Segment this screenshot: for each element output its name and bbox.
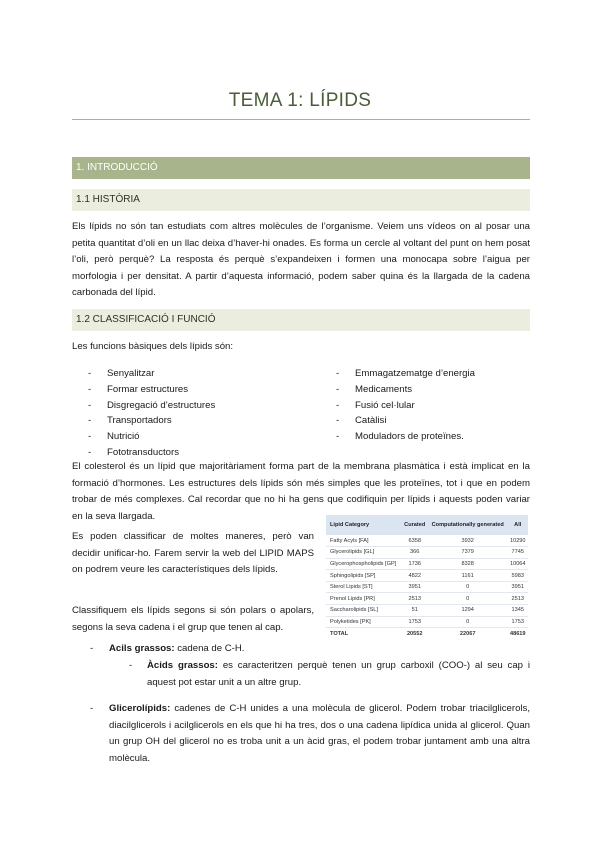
list-item: - Medicaments xyxy=(320,382,530,398)
table-cell: 1753 xyxy=(508,616,529,628)
table-header: Computationally generated xyxy=(428,515,508,535)
subsection-heading-classificacio: 1.2 CLASSIFICACIÓ I FUNCIÓ xyxy=(72,309,530,331)
list-item: - Catàlisi xyxy=(320,413,530,429)
term: Àcids grassos: xyxy=(147,660,218,671)
functions-list-right xyxy=(320,366,530,445)
list-item: - Fototransductors xyxy=(72,445,312,461)
subsection-heading-historia: 1.1 HISTÒRIA xyxy=(72,189,530,211)
colesterol-paragraph: El colesterol és un lípid que majoritàriament forma part de la membrana plasmàtica i està implicat en la formació d’hormones. Les estructures dels lípids són més simples que les proteïnes, tot i que en podem trobar de més complexes. Cal recordar que no hi ha gens que codifiquin per lípids i aquests poden variar en la seva llargada. xyxy=(72,461,530,522)
table-cell: 2513 xyxy=(508,593,529,605)
table-cell: 1161 xyxy=(428,570,508,582)
term: Glicerolípids: xyxy=(109,703,171,714)
list-item: - Disgregació d’estructures xyxy=(72,398,312,414)
table-cell: 7379 xyxy=(428,547,508,559)
table-cell: 2513 xyxy=(402,593,428,605)
table-cell: 10290 xyxy=(508,535,529,547)
table-cell: 7745 xyxy=(508,547,529,559)
page-title: TEMA 1: LÍPIDS xyxy=(228,90,372,111)
title-divider xyxy=(72,119,530,120)
table-cell: Prenol Lipids [PR] xyxy=(326,593,402,605)
table-cell: 20552 xyxy=(406,630,423,637)
classify-paragraph-2: Classifiquem els lípids segons si són polars o apolars, segons la seva cadena i el grup que tenen al cap. xyxy=(72,605,314,633)
table-cell: 22067 xyxy=(459,630,476,637)
functions-list-left xyxy=(72,366,312,461)
table-header: All xyxy=(508,515,529,535)
table-cell: 366 xyxy=(402,547,428,559)
term-description: cadenes de C-H unides a una molècula de glicerol. Podem trobar triacilglicerols, diacilglicerols i acilglicerols en els que hi ha tres, dos o una cadena lipídica unida al glicerol. Quan un grup OH del glicerol no es troba unit a un àcid gras, el podem trobar juntament amb una altra molècula. xyxy=(109,703,530,764)
bullet-dash: - xyxy=(90,643,94,654)
table-cell: 8328 xyxy=(428,558,508,570)
table-cell: 10064 xyxy=(508,558,529,570)
table-row xyxy=(326,616,528,628)
table-cell: 0 xyxy=(428,616,508,628)
table-cell: Glycerophospholipids [GP] xyxy=(326,558,402,570)
historia-paragraph: Els lípids no són tan estudiats com altres molècules de l’organisme. Veiem uns vídeos on al posar una petita quantitat d’oli en un llac deixa d’haver-hi onades. Es forma un cercle al voltant del punt on hem posat l’oli, però perquè? La resposta és perquè s’expandeixen i formen una monocapa sobre l’aigua per morfologia i per densitat. A partir d’aquesta informació, podem saber quina és la llargada de la cadena carbonada del lípid. xyxy=(72,221,530,299)
table-cell: 3932 xyxy=(428,535,508,547)
table-cell: Fatty Acyls [FA] xyxy=(326,535,402,547)
table-row xyxy=(326,593,528,605)
table-cell: 4822 xyxy=(402,570,428,582)
table-row xyxy=(326,547,528,559)
table-header: Curated xyxy=(402,515,428,535)
table-header: Lipid Category xyxy=(326,515,402,535)
table-cell: Glycerolipids [GL] xyxy=(326,547,402,559)
list-item: - Formar estructures xyxy=(72,382,312,398)
acils-grassos-item xyxy=(109,641,529,658)
table-cell: 6358 xyxy=(402,535,428,547)
acids-grassos-item xyxy=(147,658,530,691)
table-total-row xyxy=(326,628,528,640)
glicerolipids-item xyxy=(109,701,530,767)
table-row xyxy=(326,535,528,547)
table-cell: 48619 xyxy=(509,630,526,637)
table-row xyxy=(326,605,528,617)
table-row xyxy=(326,581,528,593)
table-cell: Polyketides [PK] xyxy=(326,616,402,628)
list-item: - Nutrició xyxy=(72,429,312,445)
table-cell: 0 xyxy=(428,593,508,605)
list-item: - Senyalitzar xyxy=(72,366,312,382)
table-cell: 3951 xyxy=(402,581,428,593)
table-cell: 51 xyxy=(402,605,428,617)
table-cell: 3951 xyxy=(508,581,529,593)
table-cell: 1345 xyxy=(508,605,529,617)
table-cell: 1294 xyxy=(428,605,508,617)
term-description: cadena de C-H. xyxy=(174,643,245,654)
table-cell: 0 xyxy=(428,581,508,593)
table-cell: Sphingolipids [SP] xyxy=(326,570,402,582)
lipid-category-table xyxy=(326,515,528,639)
table-cell: Sterol Lipids [ST] xyxy=(326,581,402,593)
section-heading-introduccio: 1. INTRODUCCIÓ xyxy=(72,157,530,179)
table-row xyxy=(326,558,528,570)
functions-intro: Les funcions bàsiques dels lípids són: xyxy=(72,341,234,352)
list-item: - Moduladors de proteïnes. xyxy=(320,429,530,445)
sub-bullet-dash: - xyxy=(129,660,133,671)
classify-paragraph-1: Es poden classificar de moltes maneres, però van decidir unificar-ho. Farem servir la web del LIPID MAPS on podrem veure les característiques dels lípids. xyxy=(72,531,314,576)
term-description: es caracteritzen perquè tenen un grup carboxil (COO-) al seu cap i aquest pot estar unit a un altre grup. xyxy=(147,660,530,688)
table-cell: 1736 xyxy=(402,558,428,570)
table-row xyxy=(326,570,528,582)
list-item: - Emmagatzematge d’energia xyxy=(320,366,530,382)
table-cell: TOTAL xyxy=(330,630,349,637)
table-cell: 1753 xyxy=(402,616,428,628)
table-cell: Saccharolipids [SL] xyxy=(326,605,402,617)
table-header-row xyxy=(326,515,528,535)
bullet-dash: - xyxy=(90,703,94,714)
list-item: - Fusió cel·lular xyxy=(320,398,530,414)
list-item: - Transportadors xyxy=(72,413,312,429)
term: Acils grassos: xyxy=(109,643,175,654)
table-cell: 5983 xyxy=(508,570,529,582)
